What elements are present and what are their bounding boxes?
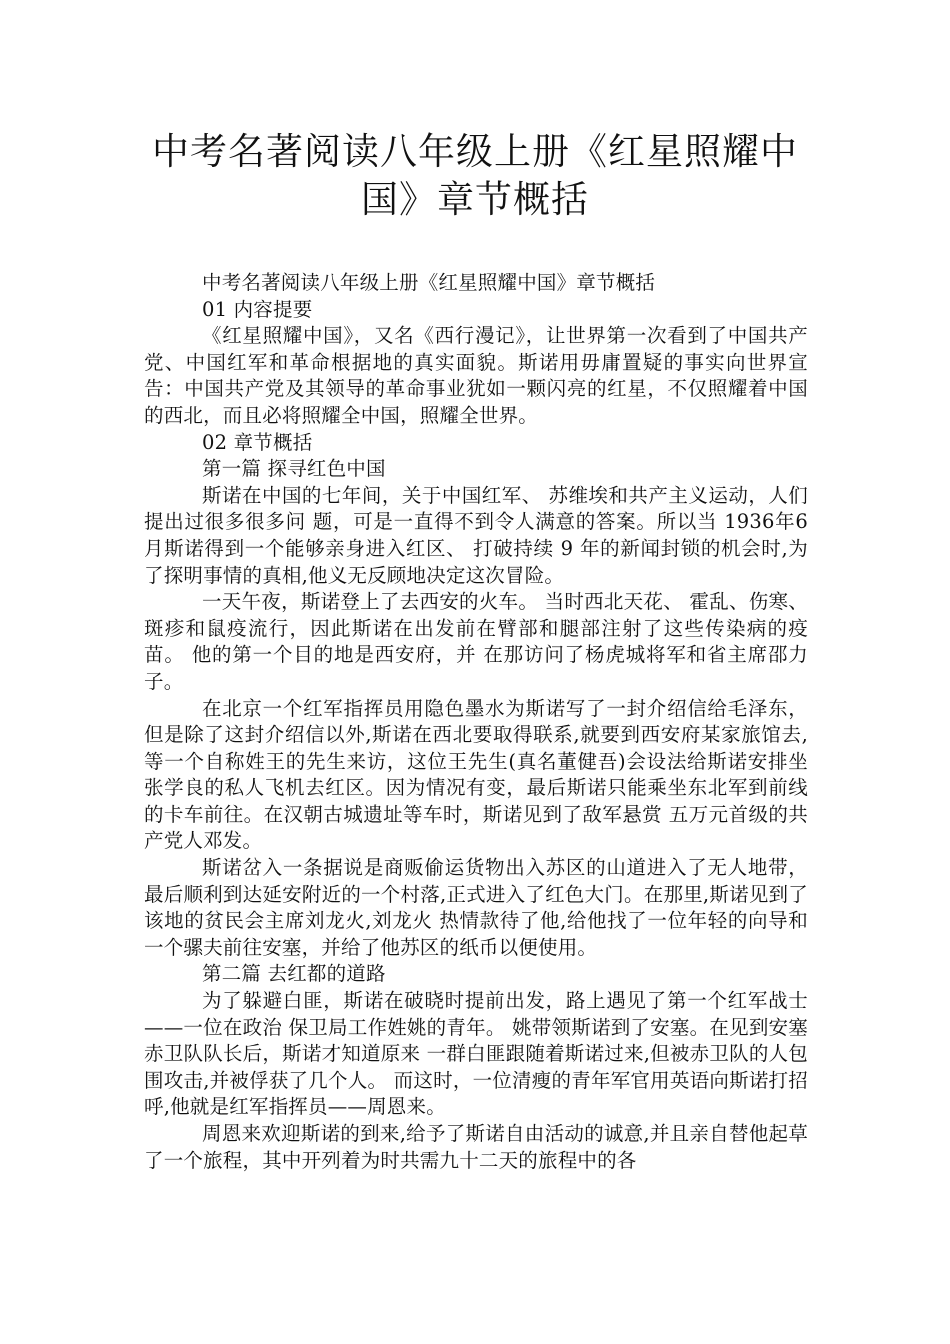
title-line-1: 中考名著阅读八年级上册《红星照耀中: [152, 130, 798, 173]
summary-paragraph: 《红星照耀中国》，又名《西行漫记》，让世界第一次看到了中国共产党、中国红军和革命根据地的真实面貌。斯诺用毋庸置疑的事实向世界宣告：中国共产党及其领导的革命事业犹如一颗闪亮的红星，不仅照耀着中国的西北，而且必将照耀全中国，照耀全世界。: [144, 324, 808, 427]
section-heading-chapters: 02 章节概括: [202, 430, 313, 454]
chapter1-paragraph-1: 斯诺在中国的七年间，关于中国红军、 苏维埃和共产主义运动，人们提出过很多很多问 题，可是一直得不到令人满意的答案。所以当 1936年6月斯诺得到一个能够亲身进入红区、 打破持续 9 年的新闻封锁的机会时,为了探明事情的真相,他义无反顾地决定这次冒险。: [144, 483, 808, 587]
section-heading-summary: 01 内容提要: [202, 297, 313, 321]
chapter1-paragraph-2: 一天午夜，斯诺登上了去西安的火车。 当时西北天花、 霍乱、伤寒、 斑疹和鼠疫流行，因此斯诺在出发前在臂部和腿部注射了这些传染病的疫苗。 他的第一个目的地是西安府，并 在那访问了杨虎城将军和省主席邵力子。: [144, 590, 808, 693]
subtitle-paragraph: 中考名著阅读八年级上册《红星照耀中国》章节概括: [202, 271, 656, 294]
chapter1-paragraph-3: 在北京一个红军指挥员用隐色墨水为斯诺写了一封介绍信给毛泽东，但是除了这封介绍信以外,斯诺在西北要取得联系,就要到西安府某家旅馆去,等一个自称姓王的先生来访，这位王先生(真名董健吾)会设法给斯诺安排坐张学良的私人飞机去红区。因为情况有变，最后斯诺只能乘坐东北军到前线的卡车前往。在汉朝古城遗址等车时，斯诺见到了敌军悬赏 五万元首级的共产党人邓发。: [144, 696, 808, 853]
document-body: [144, 270, 808, 1174]
chapter-heading-2: 第二篇 去红都的道路: [202, 962, 386, 986]
chapter1-paragraph-4: 斯诺岔入一条据说是商贩偷运货物出入苏区的山道进入了无人地带，最后顺利到达延安附近的一个村落,正式进入了红色大门。在那里,斯诺见到了该地的贫民会主席刘龙火,刘龙火 热情款待了他,给他找了一位年轻的向导和一个骡夫前往安塞，并给了他苏区的纸币以便使用。: [144, 856, 808, 959]
chapter2-paragraph-2: 周恩来欢迎斯诺的到来,给予了斯诺自由活动的诚意,并且亲自替他起草了一个旅程，其中开列着为时共需九十二天的旅程中的各: [144, 1122, 808, 1172]
chapter2-paragraph-1: 为了躲避白匪，斯诺在破晓时提前出发，路上遇见了第一个红军战士——一位在政治 保卫局工作姓姚的青年。 姚带领斯诺到了安塞。在见到安塞赤卫队队长后，斯诺才知道原来 一群白匪跟随着斯诺过来,但被赤卫队的人包围攻击,并被俘获了几个人。 而这时，一位清瘦的青年军官用英语向斯诺打招呼,他就是红军指挥员——周恩来。: [144, 989, 808, 1119]
title-line-2: 国》章节概括: [361, 178, 589, 221]
document-title: [120, 128, 830, 224]
chapter-heading-1: 第一篇 探寻红色中国: [202, 457, 386, 481]
